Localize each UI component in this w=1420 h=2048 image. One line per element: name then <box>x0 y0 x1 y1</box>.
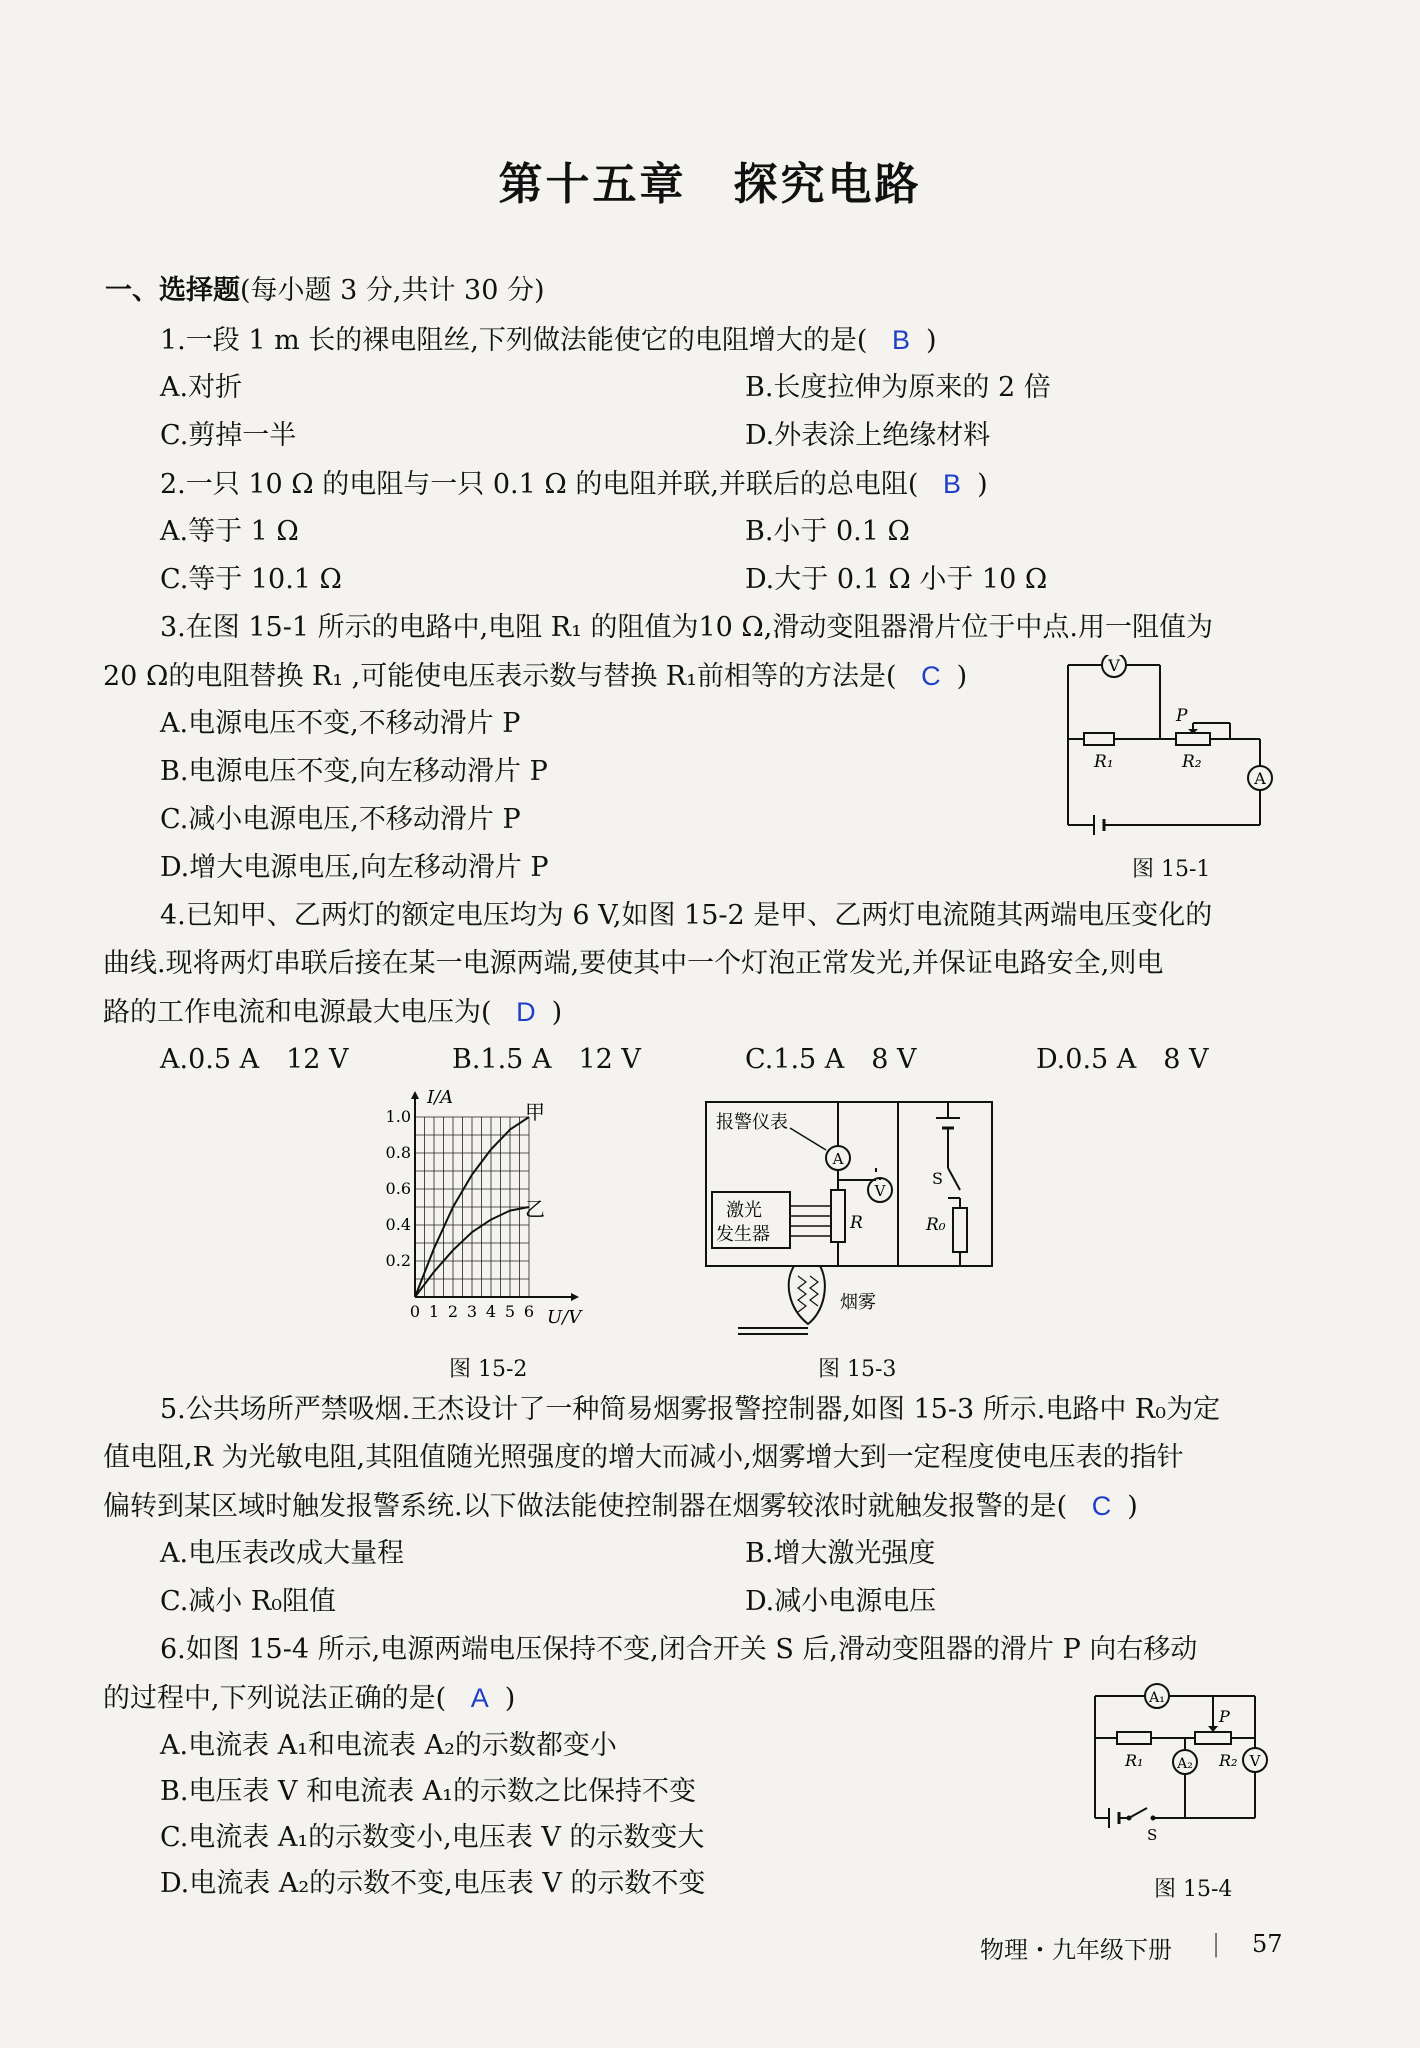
q2-option-c: C.等于 10.1 Ω <box>160 564 342 595</box>
chart-legend-jia: 甲 <box>525 1100 545 1124</box>
q1-option-d: D.外表涂上绝缘材料 <box>745 420 991 451</box>
q3-stem-line-2 <box>103 658 967 695</box>
q4-stem-close: ) <box>551 997 563 1028</box>
x-tick-label: 2 <box>447 1302 459 1321</box>
y-tick-label: 1.0 <box>385 1107 411 1126</box>
x-tick-label: 1 <box>428 1302 440 1321</box>
footer-divider: | <box>1212 1930 1221 1958</box>
fig4-r1-resistor <box>1117 1732 1151 1744</box>
q5-stem-line-1: 5.公共场所严禁吸烟.王杰设计了一种简易烟雾报警控制器,如图 15-3 所示.电路中 R₀为定 <box>160 1394 1221 1425</box>
x-axis-arrow <box>571 1293 579 1301</box>
q6-stem-line-1: 6.如图 15-4 所示,电源两端电压保持不变,闭合开关 S 后,滑动变阻器的滑片 P 向右移动 <box>160 1634 1198 1665</box>
fig3-smoke-label: 烟雾 <box>840 1292 876 1313</box>
q2-option-b: B.小于 0.1 Ω <box>745 516 910 547</box>
chart-grid <box>415 1117 529 1297</box>
q1-option-b: B.长度拉伸为原来的 2 倍 <box>745 372 1051 403</box>
fig3-smoke-pattern <box>798 1276 818 1312</box>
figure-15-3-caption: 图 15-3 <box>818 1357 897 1382</box>
q3-option-c: C.减小电源电压,不移动滑片 P <box>160 804 521 835</box>
x-tick-label: 6 <box>523 1302 535 1321</box>
chart-y-axis-label: I/A <box>427 1087 454 1108</box>
y-tick-label: 0.8 <box>385 1143 411 1162</box>
q3-stem-close: ) <box>956 661 968 692</box>
fig3-voltmeter-label: V <box>874 1182 886 1200</box>
q4-stem-line-3 <box>103 994 562 1031</box>
q5-option-c: C.减小 R₀阻值 <box>160 1586 337 1617</box>
q4-option-d: D.0.5 A 8 V <box>1036 1044 1209 1075</box>
chart-legend-yi: 乙 <box>525 1197 545 1221</box>
q3-option-b: B.电源电压不变,向左移动滑片 P <box>160 756 548 787</box>
x-tick-label: 0 <box>409 1302 421 1321</box>
footer-page-number: 57 <box>1252 1930 1283 1958</box>
fig4-switch-label: S <box>1147 1826 1158 1844</box>
figure-15-1-circuit <box>1060 655 1280 835</box>
q5-option-d: D.减小电源电压 <box>745 1586 937 1617</box>
fig4-a2-label: A₂ <box>1177 1756 1193 1772</box>
q5-option-a: A.电压表改成大量程 <box>160 1538 405 1569</box>
q5-stem-line-3 <box>103 1488 1138 1525</box>
chart-ticks <box>386 1107 535 1321</box>
q1-option-a: A.对折 <box>160 372 243 403</box>
q6-option-d: D.电流表 A₂的示数不变,电压表 V 的示数不变 <box>160 1868 706 1899</box>
fig4-voltmeter-label: V <box>1249 1752 1261 1770</box>
y-axis-arrow <box>411 1091 419 1099</box>
q4-option-b: B.1.5 A 12 V <box>452 1044 641 1075</box>
fig1-voltmeter-label: V <box>1108 656 1120 675</box>
q1-option-c: C.剪掉一半 <box>160 420 297 451</box>
y-tick-label: 0.6 <box>385 1179 411 1198</box>
fig1-ammeter-label: A <box>1254 769 1266 788</box>
figure-15-1-caption: 图 15-1 <box>1132 857 1211 882</box>
q3-option-a: A.电源电压不变,不移动滑片 P <box>160 708 521 739</box>
fig4-r2-label: R₂ <box>1219 1751 1238 1770</box>
q2-answer: B <box>943 469 962 499</box>
figure-15-4-caption: 图 15-4 <box>1154 1877 1233 1902</box>
q4-stem-line-1: 4.已知甲、乙两灯的额定电压均为 6 V,如图 15-2 是甲、乙两灯电流随其两端电压变化的 <box>160 900 1213 931</box>
x-tick-label: 3 <box>466 1302 478 1321</box>
fig3-laser-label-1: 激光 <box>726 1200 762 1221</box>
q1-stem-close: ) <box>926 325 937 356</box>
figure-15-2-caption: 图 15-2 <box>449 1357 528 1382</box>
q4-option-a: A.0.5 A 12 V <box>160 1044 349 1075</box>
q3-option-d: D.增大电源电压,向左移动滑片 P <box>160 852 549 883</box>
fig3-laser-beams <box>790 1206 830 1236</box>
section-heading-text: 一、选择题 <box>105 275 240 306</box>
fig3-ammeter-label: A <box>832 1150 844 1168</box>
q5-answer: C <box>1091 1491 1112 1521</box>
chapter-title: 第十五章 探究电路 <box>498 159 922 210</box>
q5-stem-text: 偏转到某区域时触发报警系统.以下做法能使控制器在烟雾较浓时就触发报警的是( <box>103 1491 1068 1522</box>
q2-stem-text: 2.一只 10 Ω 的电阻与一只 0.1 Ω 的电阻并联,并联后的总电阻( <box>160 469 919 500</box>
fig1-r2-label: R₂ <box>1182 752 1202 772</box>
fig3-alarm-meter-label: 报警仪表 <box>716 1112 788 1133</box>
fig1-slider-label: P <box>1176 706 1188 726</box>
r2-resistor <box>1176 733 1210 745</box>
q6-answer: A <box>470 1683 489 1713</box>
q6-option-b: B.电压表 V 和电流表 A₁的示数之比保持不变 <box>160 1776 696 1807</box>
fig4-r1-label: R₁ <box>1125 1751 1144 1770</box>
section-note: (每小题 3 分,共计 30 分) <box>240 275 545 306</box>
q6-stem-text: 的过程中,下列说法正确的是( <box>103 1683 447 1714</box>
q4-answer: D <box>516 997 536 1027</box>
q5-stem-line-2: 值电阻,R 为光敏电阻,其阻值随光照强度的增大而减小,烟雾增大到一定程度使电压表的指针 <box>103 1442 1184 1473</box>
question-1-stem <box>160 322 937 359</box>
fig4-a1-label: A₁ <box>1149 1690 1165 1706</box>
q6-option-a: A.电流表 A₁和电流表 A₂的示数都变小 <box>160 1730 617 1761</box>
section-heading <box>105 273 545 309</box>
q1-stem-text: 1.一段 1 m 长的裸电阻丝,下列做法能使它的电阻增大的是( <box>160 325 868 356</box>
y-tick-label: 0.2 <box>385 1251 411 1270</box>
fig4-r2-resistor <box>1195 1732 1231 1744</box>
chart-x-axis-label: U/V <box>547 1307 582 1328</box>
fig3-r-label: R <box>850 1213 863 1233</box>
x-tick-label: 5 <box>504 1302 516 1321</box>
q5-stem-close: ) <box>1127 1491 1138 1522</box>
figure-15-3-circuit <box>698 1098 998 1336</box>
footer-book-title: 物理・九年级下册 <box>980 1936 1172 1964</box>
q5-option-b: B.增大激光强度 <box>745 1538 936 1569</box>
fig3-switch-label: S <box>932 1169 943 1188</box>
fig3-r0-resistor <box>953 1208 967 1252</box>
q2-stem-close: ) <box>977 469 988 500</box>
q3-answer: C <box>921 661 941 691</box>
q6-option-c: C.电流表 A₁的示数变小,电压表 V 的示数变大 <box>160 1822 705 1853</box>
fig3-r0-label: R₀ <box>926 1215 946 1235</box>
q4-option-c: C.1.5 A 8 V <box>745 1044 917 1075</box>
figure-15-2-chart <box>375 1085 595 1335</box>
fig1-r1-label: R₁ <box>1094 752 1114 772</box>
q6-stem-line-2 <box>103 1680 515 1717</box>
fig4-slider-label: P <box>1219 1707 1230 1726</box>
r1-resistor <box>1084 733 1114 745</box>
q4-stem-line-2: 曲线.现将两灯串联后接在某一电源两端,要使其中一个灯泡正常发光,并保证电路安全,则电 <box>103 948 1164 979</box>
q2-option-d: D.大于 0.1 Ω 小于 10 Ω <box>745 564 1048 595</box>
q6-stem-close: ) <box>504 1683 516 1714</box>
question-2-stem <box>160 466 988 503</box>
q4-stem-text: 路的工作电流和电源最大电压为( <box>103 997 492 1028</box>
fig3-laser-label-2: 发生器 <box>716 1224 770 1245</box>
y-tick-label: 0.4 <box>385 1215 411 1234</box>
q1-answer: B <box>892 325 911 355</box>
q3-stem-line-1: 3.在图 15-1 所示的电路中,电阻 R₁ 的阻值为10 Ω,滑动变阻器滑片位于中点.用一阻值为 <box>160 612 1213 643</box>
figure-15-4-circuit <box>1085 1678 1285 1848</box>
x-tick-label: 4 <box>485 1302 497 1321</box>
q2-option-a: A.等于 1 Ω <box>160 516 299 547</box>
q3-stem-text: 20 Ω的电阻替换 R₁ ,可能使电压表示数与替换 R₁前相等的方法是( <box>103 661 897 692</box>
fig3-photoresistor <box>831 1190 845 1242</box>
